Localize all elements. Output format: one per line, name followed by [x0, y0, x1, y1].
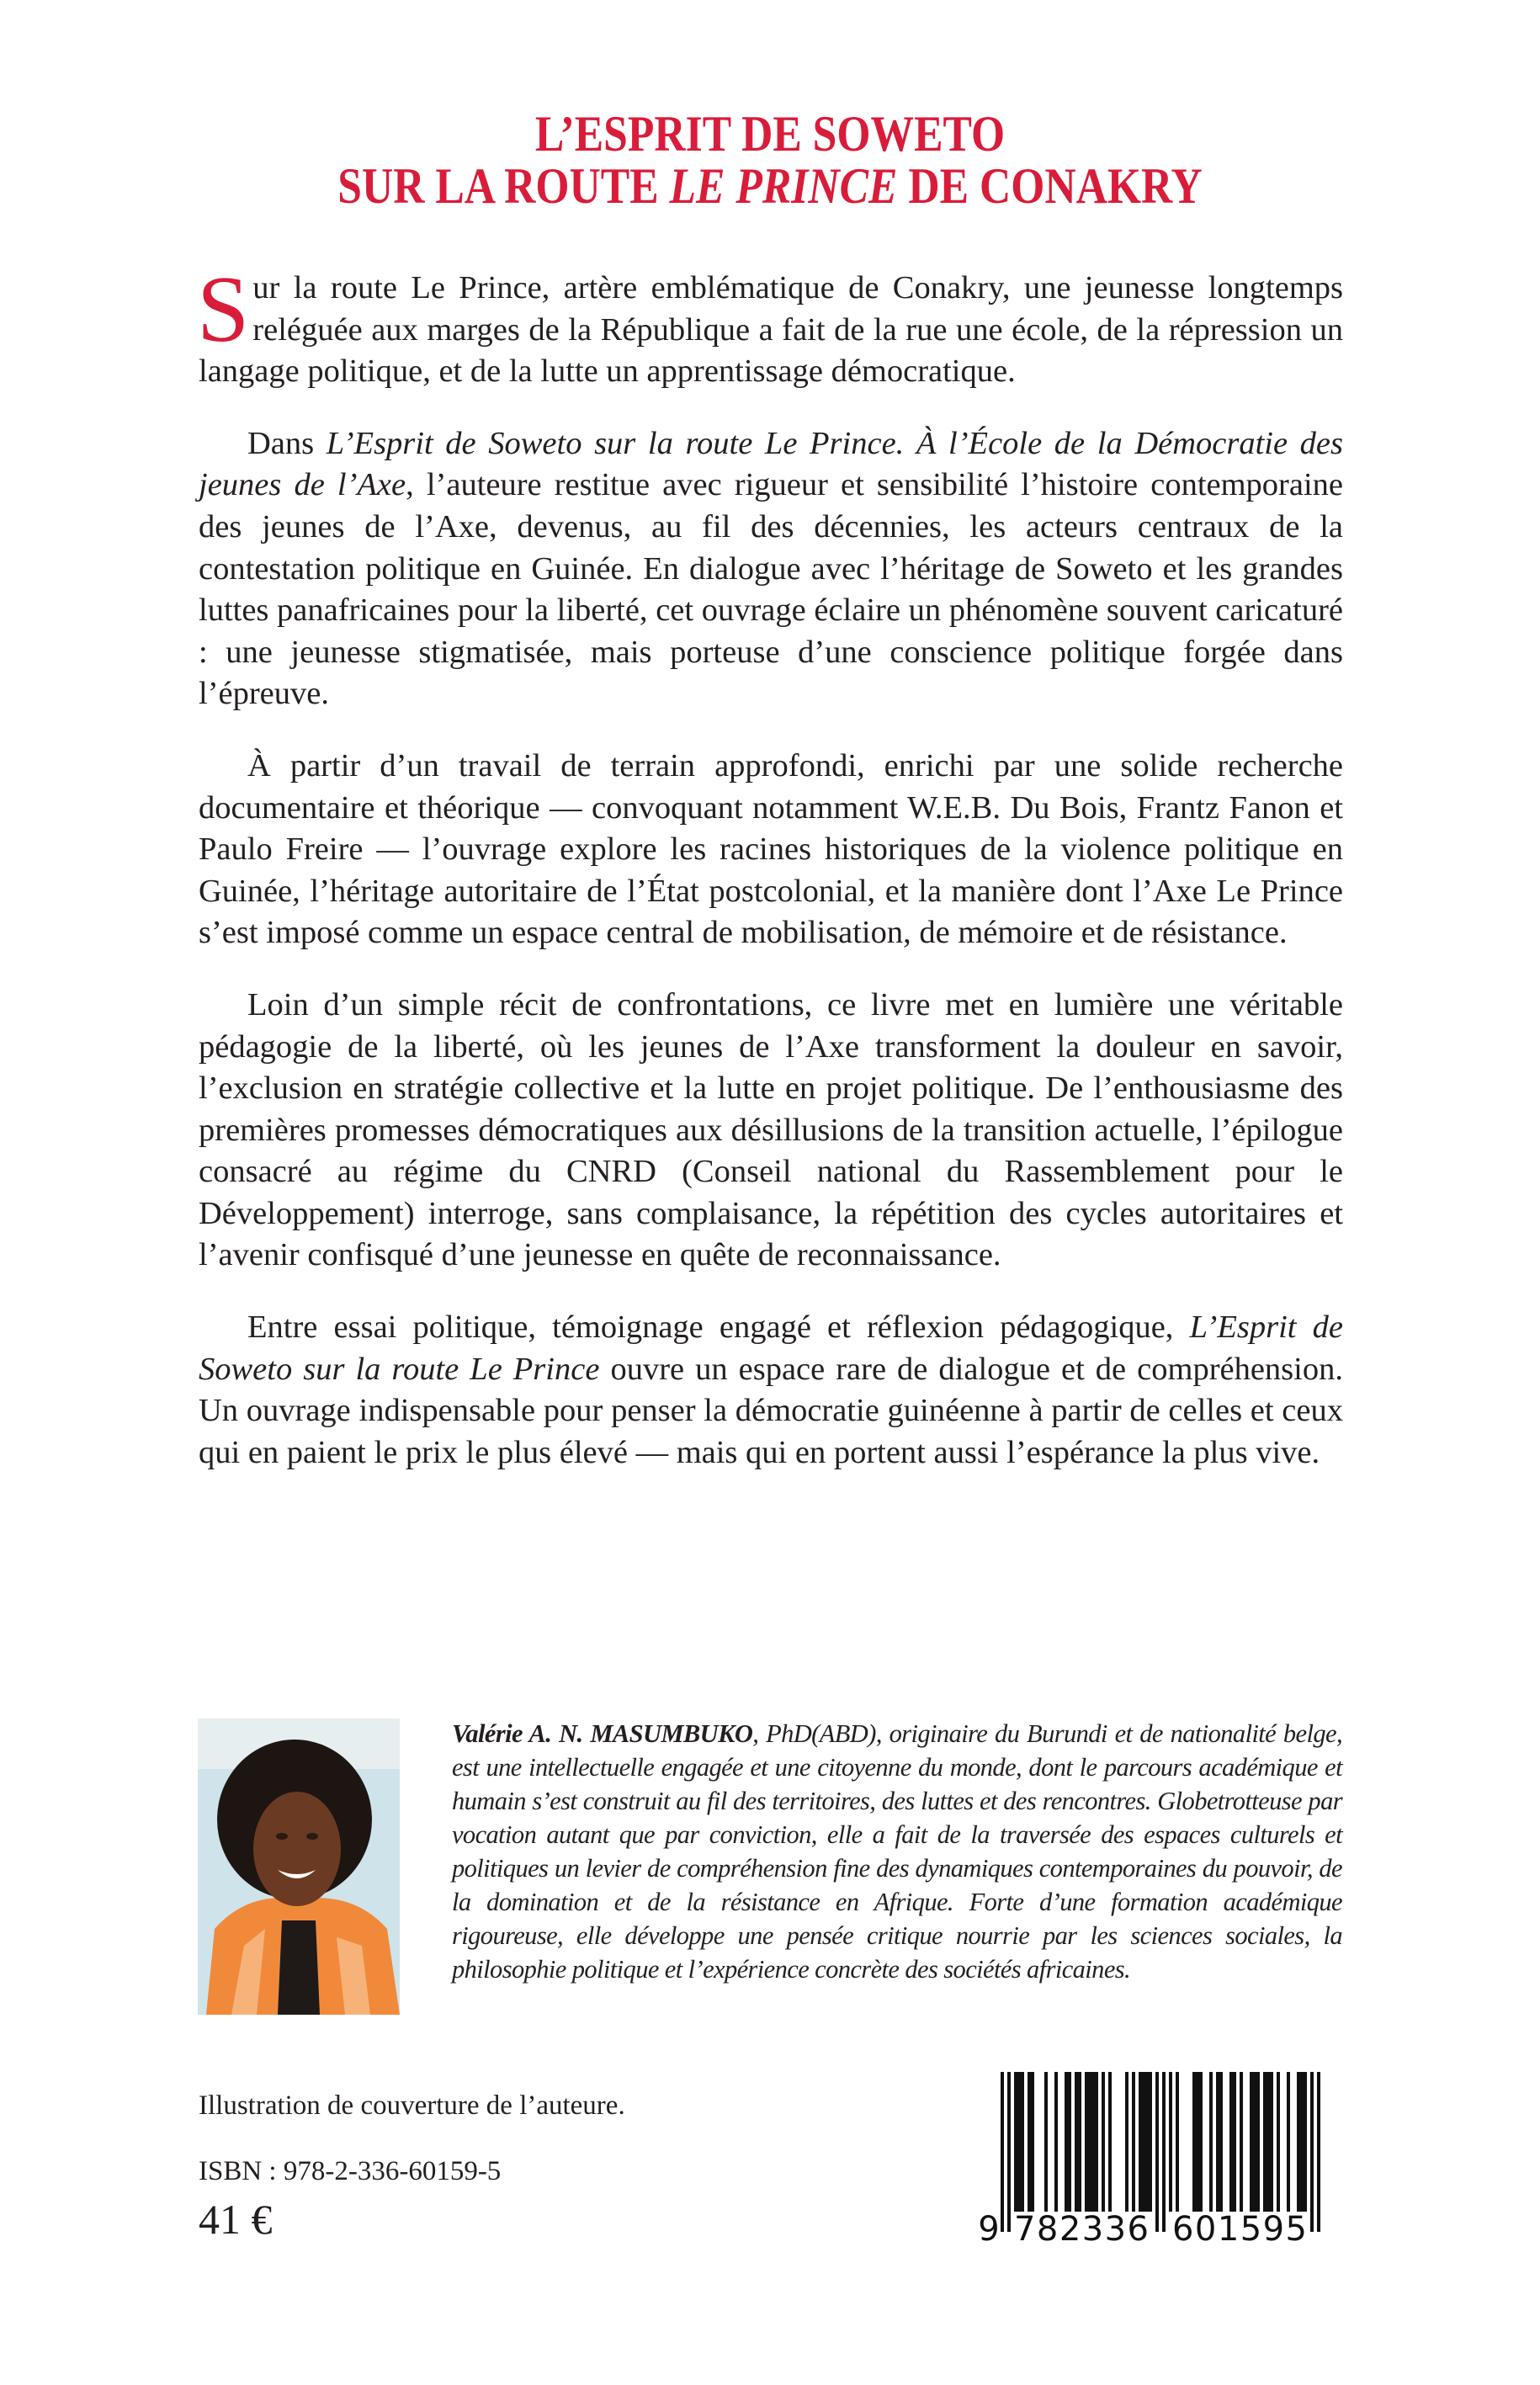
barcode-bar: [1142, 2072, 1145, 2212]
barcode-bar: [1256, 2072, 1260, 2212]
barcode-bar: [1240, 2072, 1243, 2212]
barcode-bar: [1216, 2072, 1219, 2212]
barcode-bar: [1176, 2072, 1179, 2212]
paragraph: [199, 746, 1343, 954]
title-italic-part: LE PRINCE: [669, 158, 898, 214]
text: À partir d’un travail de terrain approfondi, enrichi par une solide recherche documentaire et théorique — convoquant notamment W.E.B. Du Bois, Frantz Fanon et Paulo Freire — l’ouvrage explore les racines historiques de la violence politique en Guinée, l’héritage autoritaire de l’État postcolonial, et la manière dont l’Axe Le Prince s’est imposé comme un espace central de mobilisation, de mémoire et de résistance.: [199, 747, 1343, 951]
barcode-digits: 9: [978, 2210, 1000, 2249]
barcode-bar: [1199, 2072, 1203, 2212]
barcode-bar: [1044, 2072, 1048, 2212]
barcode-bar: [1263, 2072, 1267, 2212]
barcode-bar: [1095, 2072, 1098, 2212]
barcode-bar: [1031, 2072, 1034, 2212]
author-name: Valérie A. N. MASUMBUKO: [452, 1719, 753, 1748]
barcode-bar: [1270, 2072, 1273, 2212]
title-line-2: [0, 158, 1540, 214]
price: 41 €: [199, 2196, 273, 2243]
barcode-bar: [1068, 2072, 1071, 2212]
author-photo: [198, 1718, 400, 2015]
barcode-bar: [1287, 2072, 1290, 2212]
cover-credit: Illustration de couverture de l’auteure.: [199, 2090, 625, 2121]
title-text: [108, 158, 1432, 214]
paragraph: [199, 985, 1343, 1277]
barcode-bar: [1267, 2072, 1270, 2212]
italic-title: L’Esprit de Soweto sur la route Le Prince. À l’École de la Démocratie des jeunes de l’Axe: [199, 425, 1344, 503]
barcode-bar: [1145, 2072, 1149, 2212]
barcode-bar: [1297, 2072, 1300, 2212]
barcode-bar: [1209, 2072, 1213, 2212]
barcode-bar: [1102, 2072, 1105, 2212]
barcode-bar: [1065, 2072, 1068, 2212]
barcode-bar: [1149, 2072, 1152, 2212]
title-line-1: [0, 106, 1540, 162]
isbn: ISBN : 978-2-336-60159-5: [199, 2156, 502, 2186]
barcode: [978, 2069, 1351, 2249]
barcode-bar: [1085, 2072, 1088, 2212]
text: , l’auteure restitue avec rigueur et sensibilité l’histoire contemporaine des jeunes de l’Axe, devenus, au fil des décennies, les acteurs centraux de la contestation politique en Guinée. En dialogue avec l’héritage de Soweto et les grandes luttes panafricaines pour la liberté, cet ouvrage éclaire un phénomène souvent caricaturé : une jeunesse stigmatisée, mais porteuse d’une conscience politique forgée dans l’épreuve.: [199, 467, 1344, 712]
barcode-bar: [1196, 2072, 1199, 2212]
barcode-bar: [1088, 2072, 1091, 2212]
author-bio-text: , PhD(ABD), originaire du Burundi et de nationalité belge, est une intellectuelle engagée et une citoyenne du monde, dont le parcours académique et humain s’est construit au fil des territoires, des luttes et des rencontres. Globetrotteuse par vocation autant que par conviction, elle a fait de la traversée des espaces culturels et politiques un levier de compréhension fine des dynamiques contemporaines du pouvoir, de la domination et de la résistance en Afrique. Forte d’une formation académique rigoureuse, elle développe une pensée critique nourrie par les sciences sociales, la philosophie politique et l’expérience concrète des sociétés africaines.: [452, 1719, 1342, 1984]
barcode-bar: [1219, 2072, 1223, 2212]
barcode-bar: [1075, 2072, 1078, 2212]
barcode-bar: [1091, 2072, 1095, 2212]
barcode-bar: [1078, 2072, 1081, 2212]
text: ouvre un espace rare de dialogue et de compréhension. Un ouvrage indispensable pour penser la démocratie guinéenne à partir de celles et ceux qui en paient le prix le plus élevé — mais qui en portent aussi l’espérance la plus vive.: [199, 1351, 1343, 1470]
title-part: SUR LA ROUTE: [337, 158, 670, 214]
barcode-digits: 782336: [1014, 2210, 1149, 2249]
text: Entre essai politique, témoignage engagé et réflexion pédagogique,: [247, 1309, 1190, 1346]
barcode-bar: [1192, 2072, 1196, 2212]
paragraph: [199, 1307, 1343, 1474]
barcode-bar: [1125, 2072, 1128, 2212]
barcode-bar: [1155, 2072, 1159, 2232]
barcode-bar: [1001, 2072, 1004, 2232]
barcode-bar: [1277, 2072, 1280, 2212]
barcode-bar: [1014, 2072, 1017, 2212]
back-cover-text: [197, 258, 1344, 1504]
author-bio: [452, 1717, 1342, 1986]
barcode-bar: [1253, 2072, 1256, 2212]
title-text: L’ESPRIT DE SOWETO: [534, 106, 1006, 162]
barcode-bar: [1017, 2072, 1021, 2212]
barcode-bar: [1007, 2072, 1011, 2232]
italic-title: L’Esprit de Soweto sur la route Le Prince: [199, 1309, 1343, 1387]
barcode-bar: [1169, 2072, 1172, 2212]
barcode-bar: [1317, 2072, 1320, 2232]
barcode-bar: [1310, 2072, 1314, 2232]
barcode-bar: [1139, 2072, 1142, 2212]
text: Loin d’un simple récit de confrontations, ce livre met en lumière une véritable pédagogie de la liberté, où les jeunes de l’Axe transforment la douleur en savoir, l’exclusion en stratégie collective et la lutte en projet politique. De l’enthousiasme des premières promesses démocratiques aux désillusions de la transition actuelle, l’épilogue consacré au régime du CNRD (Conseil national du Rassemblement pour le Développement) interroge, sans complaisance, la répétition des cycles autoritaires et l’avenir confisqué d’une jeunesse en quête de reconnaissance.: [199, 986, 1343, 1273]
text: Dans: [247, 425, 327, 461]
paragraph: [199, 423, 1343, 715]
barcode-bar: [1028, 2072, 1031, 2212]
barcode-bar: [1132, 2072, 1135, 2212]
barcode-bar: [1162, 2072, 1166, 2232]
barcode-digits: 601595: [1172, 2210, 1307, 2249]
text: ur la route Le Prince, artère emblématique de Conakry, une jeunesse longtemps reléguée aux marges de la République a fait de la rue une école, de la répression un langage politique, et de la lutte un apprentissage démocratique.: [199, 270, 1343, 390]
barcode-bar: [1250, 2072, 1253, 2212]
barcode-bar: [1304, 2072, 1307, 2212]
barcode-bar: [1108, 2072, 1112, 2212]
barcode-bar: [1300, 2072, 1304, 2212]
barcode-bar: [1233, 2072, 1236, 2212]
barcode-bar: [1229, 2072, 1233, 2212]
paragraph: [197, 258, 1343, 393]
barcode-bar: [1021, 2072, 1024, 2212]
drop-cap: S: [197, 258, 250, 362]
barcode-bar: [1054, 2072, 1058, 2212]
title-part: DE CONAKRY: [897, 158, 1203, 214]
